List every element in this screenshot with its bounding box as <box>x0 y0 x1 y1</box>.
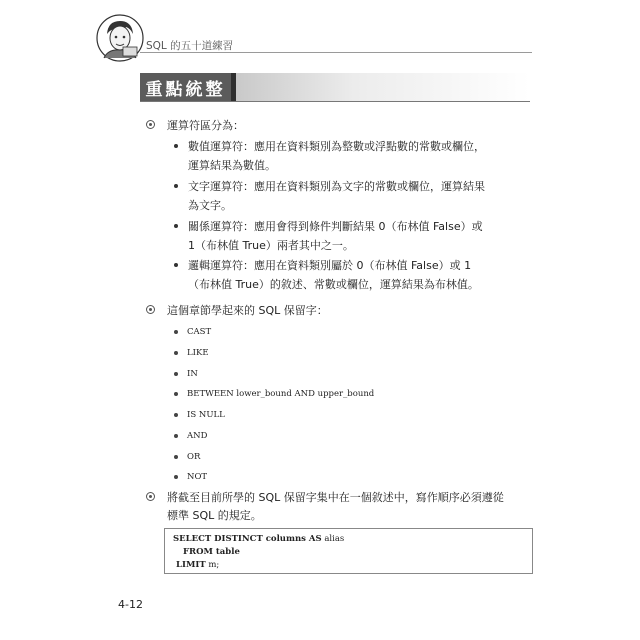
code-identifier: m; <box>205 560 220 570</box>
keyword-text: LIKE <box>187 348 209 358</box>
section-divider <box>140 101 530 102</box>
code-line-select <box>173 534 344 544</box>
bullet-dot-icon <box>174 392 178 396</box>
keyword-text: IN <box>187 369 198 379</box>
keyword-text: NOT <box>187 472 208 482</box>
topic-text: 這個章節學起來的 SQL 保留字： <box>167 304 328 317</box>
bullet-dot-icon <box>174 144 178 148</box>
operator-text: 關係運算符：應用會得到條件判斷結果 0（布林值 False）或 1（布林值 True）兩者其中之一。 <box>188 220 483 252</box>
bullet-dot-icon <box>174 330 178 334</box>
section-title-badge: 重點統整 <box>140 73 236 101</box>
code-keyword: LIMIT <box>176 560 206 570</box>
code-block <box>164 528 533 574</box>
bullet-dot-icon <box>174 413 178 417</box>
page-number: 4-12 <box>118 598 143 611</box>
target-bullet-icon <box>146 120 155 129</box>
code-line-limit <box>176 560 219 570</box>
section-title-shade <box>236 73 530 101</box>
code-keyword: SELECT DISTINCT columns AS <box>173 534 322 544</box>
keyword-text: AND <box>187 431 208 441</box>
operator-text: 邏輯運算符：應用在資料類別屬於 0（布林值 False）或 1（布林值 True）的敘述、常數或欄位，運算結果為布林值。 <box>188 259 479 291</box>
code-keyword: FROM table <box>183 547 240 557</box>
author-avatar-icon <box>96 14 144 62</box>
keyword-text: BETWEEN lower_bound AND upper_bound <box>187 389 375 399</box>
keyword-text: CAST <box>187 327 212 337</box>
keyword-text: IS NULL <box>187 410 225 420</box>
code-line-from <box>183 547 240 557</box>
bullet-dot-icon <box>174 224 178 228</box>
bullet-dot-icon <box>174 263 178 267</box>
bullet-dot-icon <box>174 475 178 479</box>
topic-text: 將截至目前所學的 SQL 保留字集中在一個敘述中，寫作順序必須遵從標準 SQL 的規定。 <box>167 491 504 522</box>
page-header <box>0 0 640 70</box>
bullet-dot-icon <box>174 372 178 376</box>
operator-text: 數值運算符：應用在資料類別為整數或浮點數的常數或欄位，運算結果為數值。 <box>188 140 485 172</box>
target-bullet-icon <box>146 305 155 314</box>
bullet-dot-icon <box>174 455 178 459</box>
bullet-dot-icon <box>174 434 178 438</box>
bullet-dot-icon <box>174 184 178 188</box>
topic-text: 運算符區分為： <box>167 119 244 132</box>
bullet-dot-icon <box>174 351 178 355</box>
code-identifier: alias <box>321 534 345 544</box>
keyword-text: OR <box>187 452 201 462</box>
header-title: SQL 的五十道練習 <box>146 40 234 52</box>
header-divider <box>140 52 532 53</box>
operator-text: 文字運算符：應用在資料類別為文字的常數或欄位，運算結果為文字。 <box>188 180 485 212</box>
target-bullet-icon <box>146 492 155 501</box>
